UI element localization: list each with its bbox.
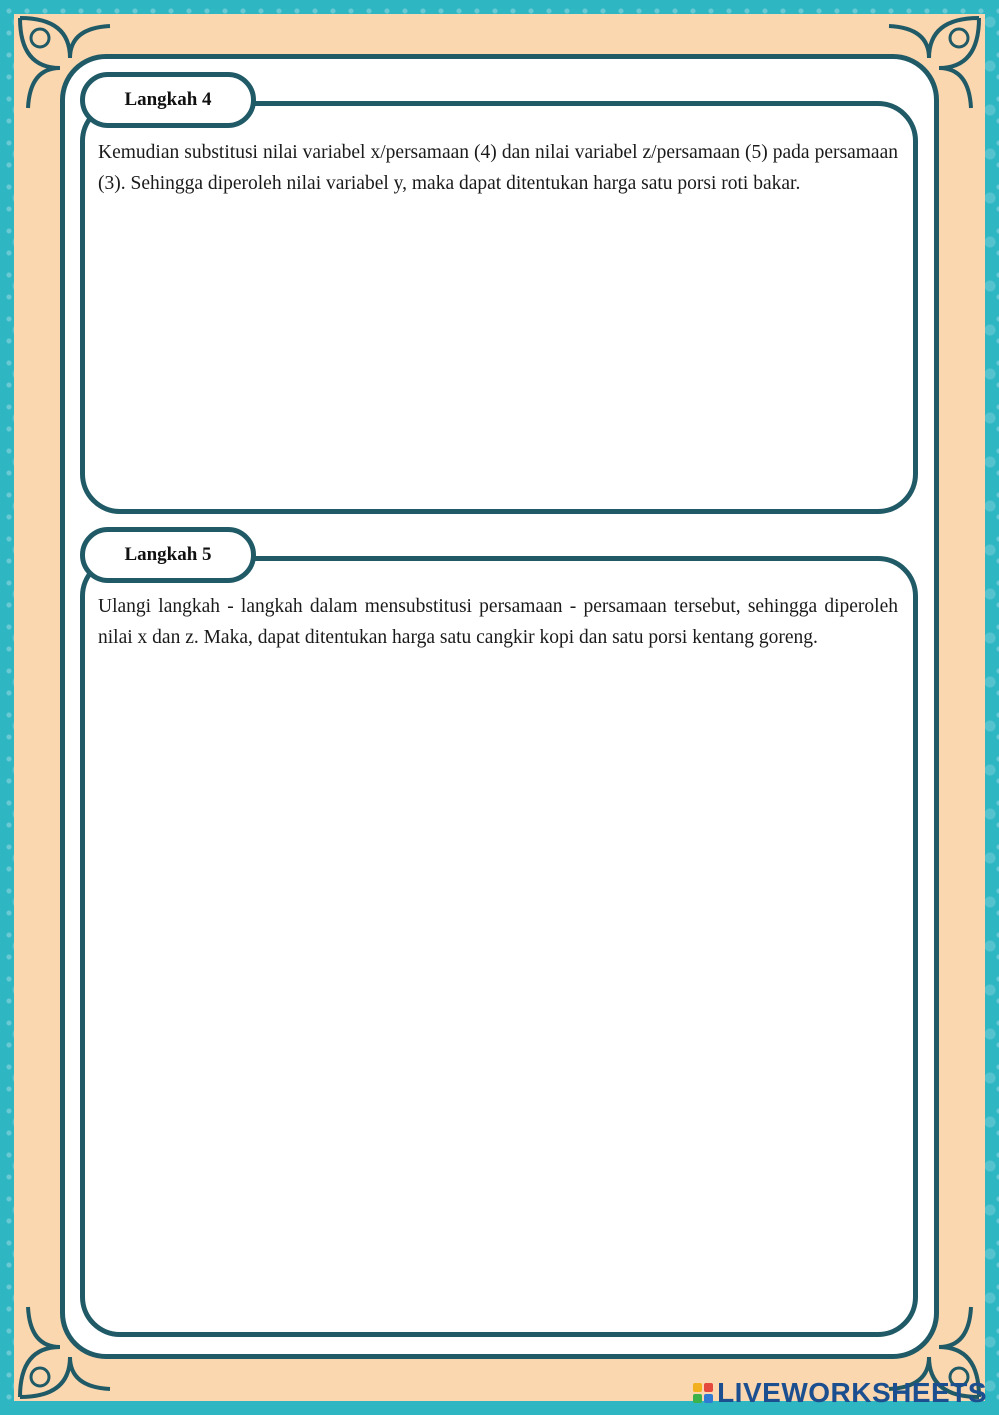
liveworksheets-brand[interactable] [693,1377,987,1409]
step-5-answer-box[interactable] [80,556,918,1337]
step-4-label: Langkah 4 [80,72,256,128]
step-4-instructions: Kemudian substitusi nilai variabel x/persamaan (4) dan nilai variabel z/persamaan (5) pada persamaan (3). Sehingga diperoleh nilai variabel y, maka dapat ditentukan harga satu porsi roti bakar. [98,142,898,194]
step-5-label: Langkah 5 [80,527,256,583]
brand-name: LIVEWORKSHEETS [717,1377,987,1408]
liveworksheets-logo-icon [693,1383,713,1403]
step-5-instructions: Ulangi langkah - langkah dalam mensubstitusi persamaan - persamaan tersebut, sehingga diperoleh nilai x dan z. Maka, dapat ditentukan harga satu cangkir kopi dan satu porsi kentang goreng. [98,596,898,648]
